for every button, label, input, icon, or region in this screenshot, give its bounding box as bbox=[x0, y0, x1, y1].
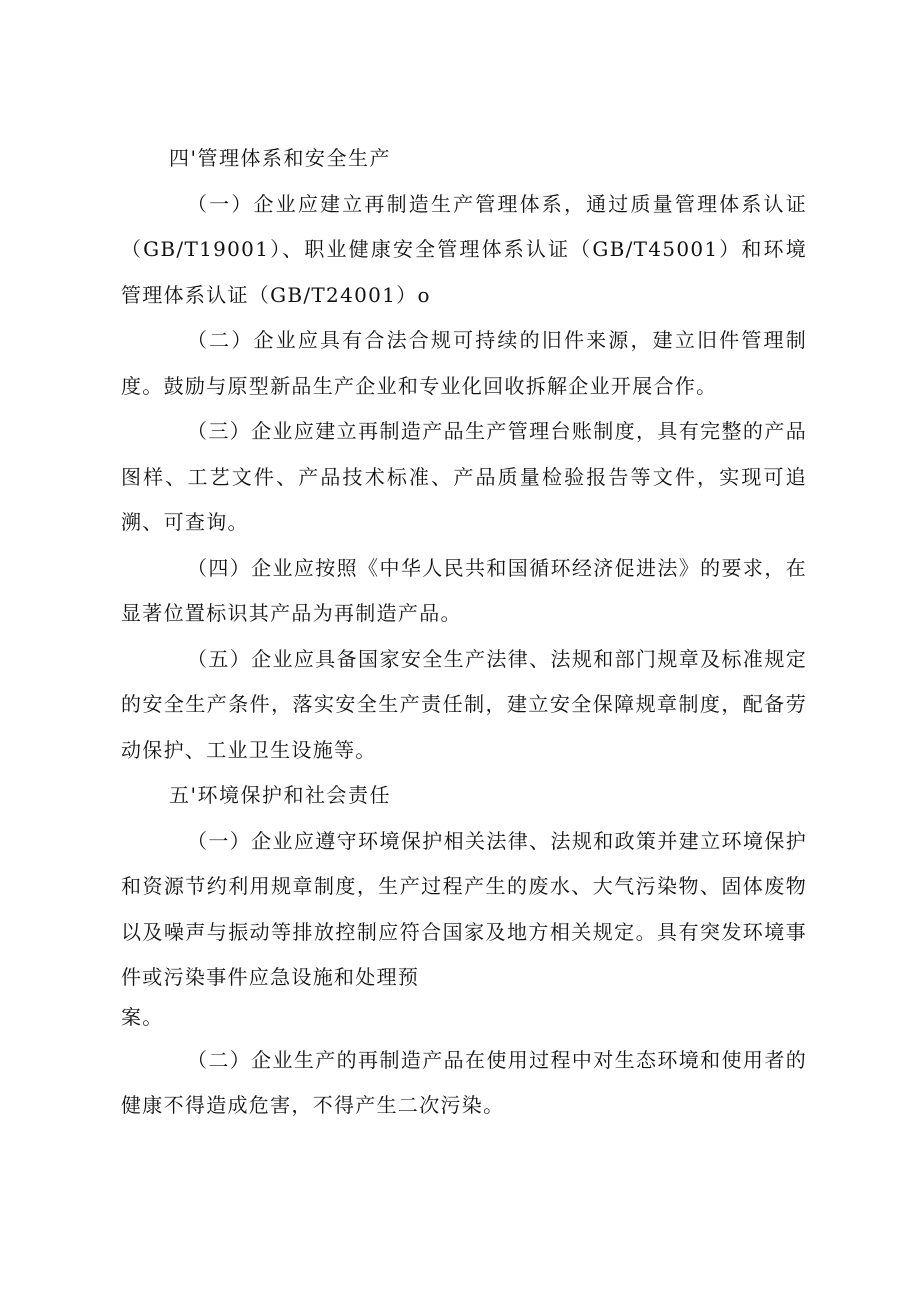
paragraph: （二）企业应具有合法合规可持续的旧件来源，建立旧件管理制度。鼓励与原型新品生产企业和专业化回收拆解企业开展合作。 bbox=[121, 328, 807, 398]
paragraph: （三）企业应建立再制造产品生产管理台账制度，具有完整的产品图样、工艺文件、产品技术标准、产品质量检验报告等文件，实现可追溯、可查询。 bbox=[121, 419, 807, 534]
paragraph: （二）企业生产的再制造产品在使用过程中对生态环境和使用者的健康不得造成危害，不得产生二次污染。 bbox=[121, 1047, 807, 1117]
section-heading-environment: 五'环境保护和社会责任 bbox=[169, 783, 391, 807]
paragraph: （一）企业应遵守环境保护相关法律、法规和政策并建立环境保护和资源节约利用规章制度，生产过程产生的废水、大气污染物、固体废物以及噪声与振动等排放控制应符合国家及地方相关规定。具有突发环境事件或污染事件应急设施和处理预 bbox=[121, 828, 807, 989]
section-heading-management: 四'管理体系和安全生产 bbox=[169, 146, 391, 170]
paragraph-continuation: 案。 bbox=[121, 1004, 164, 1029]
paragraph: （一）企业应建立再制造生产管理体系，通过质量管理体系认证（GB/T19001）、职业健康安全管理体系认证（GB/T45001）和环境管理体系认证（GB/T24001）o bbox=[121, 191, 807, 307]
paragraph: （四）企业应按照《中华人民共和国循环经济促进法》的要求，在显著位置标识其产品为再制造产品。 bbox=[121, 555, 807, 625]
document-body bbox=[121, 136, 807, 1129]
paragraph: （五）企业应具备国家安全生产法律、法规和部门规章及标准规定的安全生产条件，落实安全生产责任制，建立安全保障规章制度，配备劳动保护、工业卫生设施等。 bbox=[121, 646, 807, 762]
